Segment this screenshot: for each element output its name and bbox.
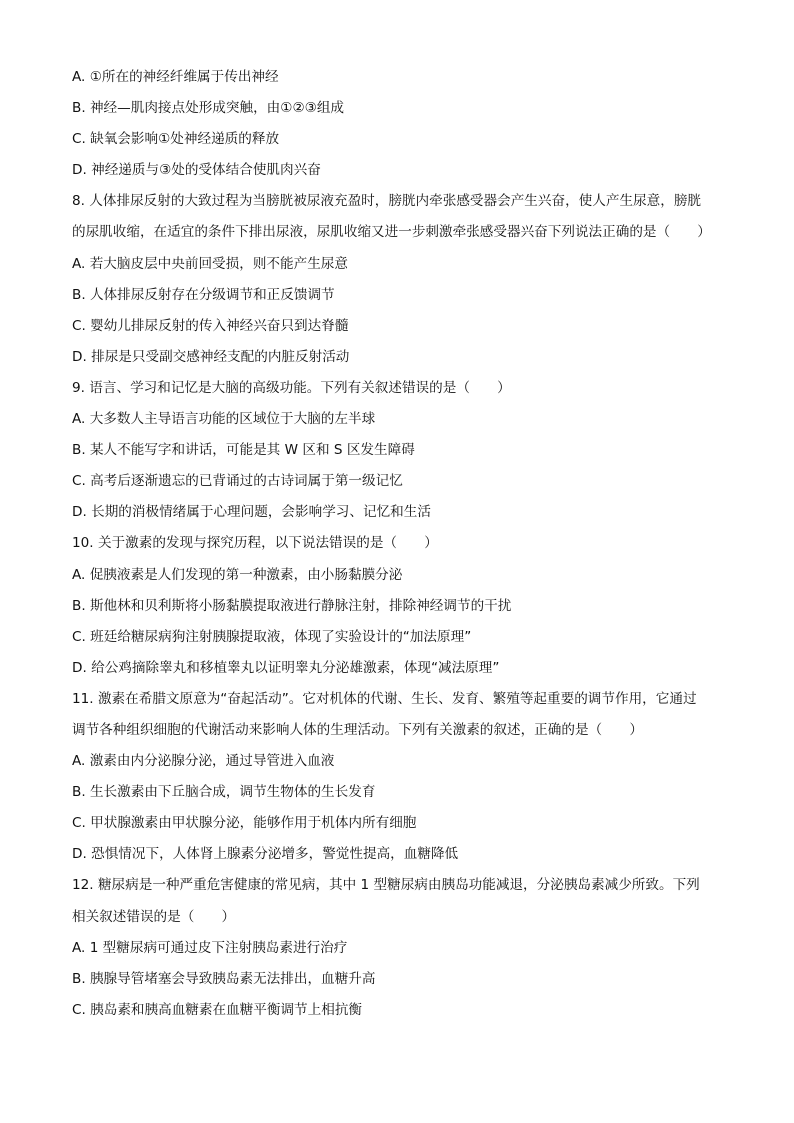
option-7c: C. 缺氧会影响①处神经递质的释放	[72, 131, 280, 148]
option-7d: D. 神经递质与③处的受体结合使肌肉兴奋	[72, 162, 321, 179]
option-8b: B. 人体排尿反射存在分级调节和正反馈调节	[72, 286, 335, 303]
option-10c: C. 班廷给糖尿病狗注射胰腺提取液，体现了实验设计的“加法原理”	[72, 628, 472, 645]
option-12b: B. 胰腺导管堵塞会导致胰岛素无法排出，血糖升高	[72, 970, 376, 987]
option-10a: A. 促胰液素是人们发现的第一种激素，由小肠黏膜分泌	[72, 566, 403, 583]
option-9a: A. 大多数人主导语言功能的区域位于大脑的左半球	[72, 411, 376, 428]
option-10d: D. 给公鸡摘除睾丸和移植睾丸以证明睾丸分泌雄激素，体现“减法原理”	[72, 659, 500, 676]
question-12-line-2: 相关叙述错误的是（ ）	[72, 908, 236, 925]
option-11c: C. 甲状腺激素由甲状腺分泌，能够作用于机体内所有细胞	[72, 815, 417, 832]
option-12c: C. 胰岛素和胰高血糖素在血糖平衡调节上相抗衡	[72, 1001, 363, 1018]
question-11-line-1: 11. 激素在希腊文原意为“奋起活动”。它对机体的代谢、生长、发育、繁殖等起重要的调节作用，它通过	[72, 690, 697, 707]
option-11d: D. 恐惧情况下，人体肾上腺素分泌增多，警觉性提高，血糖降低	[72, 846, 459, 863]
question-10: 10. 关于激素的发现与探究历程，以下说法错误的是（ ）	[72, 535, 438, 552]
question-9: 9. 语言、学习和记忆是大脑的高级功能。下列有关叙述错误的是（ ）	[72, 379, 511, 396]
question-11-line-2: 调节各种组织细胞的代谢活动来影响人体的生理活动。下列有关激素的叙述，正确的是（ ）	[72, 721, 643, 738]
option-8a: A. 若大脑皮层中央前回受损，则不能产生尿意	[72, 255, 348, 272]
option-7b: B. 神经—肌肉接点处形成突触，由①②③组成	[72, 100, 345, 117]
document-page	[72, 62, 732, 1026]
option-9b: B. 某人不能写字和讲话，可能是其 W 区和 S 区发生障碍	[72, 442, 415, 459]
question-8-line-1: 8. 人体排尿反射的大致过程为当膀胱被尿液充盈时，膀胱内牵张感受器会产生兴奋，使人产生尿意，膀胱	[72, 193, 702, 210]
option-12a: A. 1 型糖尿病可通过皮下注射胰岛素进行治疗	[72, 939, 348, 956]
option-9c: C. 高考后逐渐遗忘的已背诵过的古诗词属于第一级记忆	[72, 473, 403, 490]
question-12-line-1: 12. 糖尿病是一种严重危害健康的常见病，其中 1 型糖尿病由胰岛功能减退，分泌胰岛素减少所致。下列	[72, 877, 700, 894]
question-8-line-2: 的尿肌收缩，在适宜的条件下排出尿液，尿肌收缩又进一步刺激牵张感受器兴奋下列说法正确的是（ ）	[72, 224, 711, 241]
option-11b: B. 生长激素由下丘脑合成，调节生物体的生长发育	[72, 784, 376, 801]
option-8d: D. 排尿是只受副交感神经支配的内脏反射活动	[72, 348, 350, 365]
option-10b: B. 斯他林和贝利斯将小肠黏膜提取液进行静脉注射，排除神经调节的干扰	[72, 597, 512, 614]
option-7a: A. ①所在的神经纤维属于传出神经	[72, 69, 279, 85]
option-9d: D. 长期的消极情绪属于心理问题，会影响学习、记忆和生活	[72, 504, 431, 521]
option-11a: A. 激素由内分泌腺分泌，通过导管进入血液	[72, 753, 335, 770]
option-8c: C. 婴幼儿排尿反射的传入神经兴奋只到达脊髓	[72, 317, 349, 334]
